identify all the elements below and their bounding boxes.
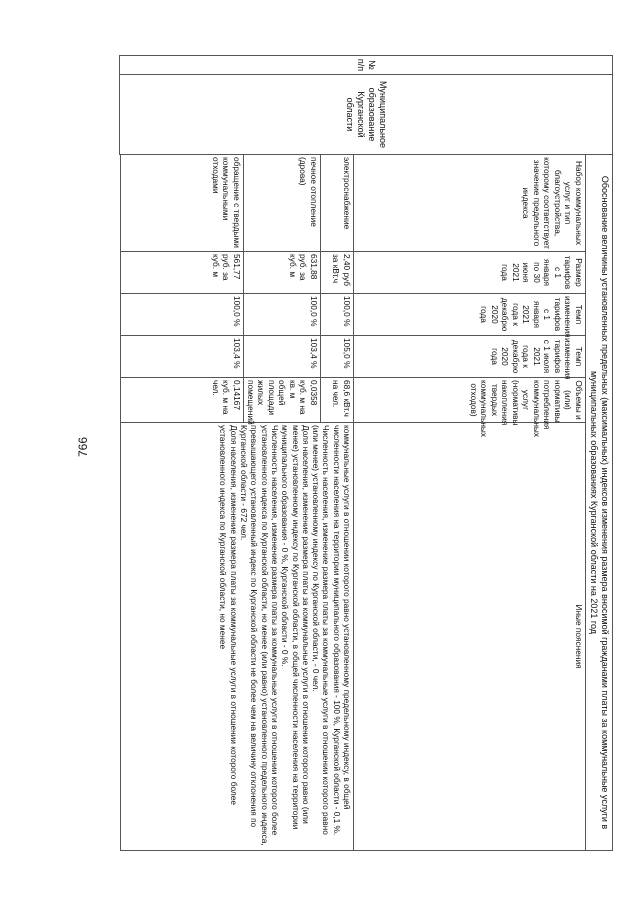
page-number: 766 [76,436,90,457]
service-cell: электроснабжение [321,155,354,252]
table-row [321,56,354,851]
rate-jan-cell: 100,0 % [244,294,321,336]
explanation-line: Численность населения, изменение размера платы за коммунальные услуги в отношении которого равно (или менее) установленному индексу по Курганской области, - 0 чел. [311,425,332,835]
rate-jan-cell: 100,0 % [321,294,354,336]
header-tariff-size: Размер тарифов с 1 января по 30 июня 2021 года [354,252,586,294]
volume-cell: 0,14167 куб. м на чел. [121,378,244,423]
table-title: Обоснование величины установленных предельных (максимальных) индексов изменения размера вносимой гражданами платы за коммунальные услуги в муниципальных образованиях Курганской области на 2021 год [586,155,613,851]
header-volumes: Объемы и (или) нормативы потребления коммунальных услуг (нормативы накопления твердых коммунальных отходов) [354,378,586,423]
explanation-line: Доля населения, изменение размера платы за коммунальные услуги в отношении которого равно (или менее) установленному индексу по Курганской области, в общей численности населения на территории муниципального образования - 0 %, Курганской области - 0 %. [280,425,311,830]
explanation-line: Численность населения, изменение размера платы за коммунальные услуги в отношении которого более установленного индекса по Курганской области, но менее (или равно) установленного предельного индекса, превышающего установленный индекс по Курганской области не более чем на величину отклонения по Курганской области - 672 чел. [239,425,280,846]
rate-jul-cell: 103,4 % [244,336,321,378]
explanation-line: коммунальные услуги в отношении которого равно установленному предельному индексу, в общей численности населения на территории муниципального образования - 100 %, Курганской области - 0,1 %. [331,425,352,836]
tariff-cell: 631,88 руб. за куб. м [244,252,321,294]
table-bottom-spacer [120,155,121,851]
explanation-line: Доля населения, изменение размера платы за коммунальные услуги в отношении которого более установленного индекса по Курганской области, но менее [218,425,239,805]
header-services: Набор коммунальных услуг и тип благоустройства, которому соответствует значение предельного индекса [354,155,586,252]
service-cell: обращение с твердыми коммунальными отходами [121,155,244,252]
header-num: № п/п [120,56,613,75]
tariff-cell: 561,77 руб. за куб. м [121,252,244,294]
explanation-cell [121,423,354,851]
rotated-table-container [110,55,613,850]
header-notes: Иные пояснения [354,423,586,851]
volume-cell: 68,6 кВт.ч на чел. [321,378,354,423]
rate-jan-cell: 100,0 % [121,294,244,336]
header-municipality: Муниципальное образование Курганской области [120,75,613,155]
tariff-index-table [120,55,614,851]
tariff-cell: 2,40 руб за кВт.ч [321,252,354,294]
service-cell: печное отопление (дрова) [244,155,321,252]
rate-jul-cell: 103,4 % [121,336,244,378]
volume-cell: 0,0358 куб. м на кв. м общей площади жилых помещений [244,378,321,423]
header-rate-jan: Темп изменения тарифов с 1 января 2021 года к декабрю 2020 года [354,294,586,336]
rate-jul-cell: 105,0 % [321,336,354,378]
header-rate-jul: Темп изменения тарифов с 1 июля 2021 года к декабрю 2020 года [354,336,586,378]
